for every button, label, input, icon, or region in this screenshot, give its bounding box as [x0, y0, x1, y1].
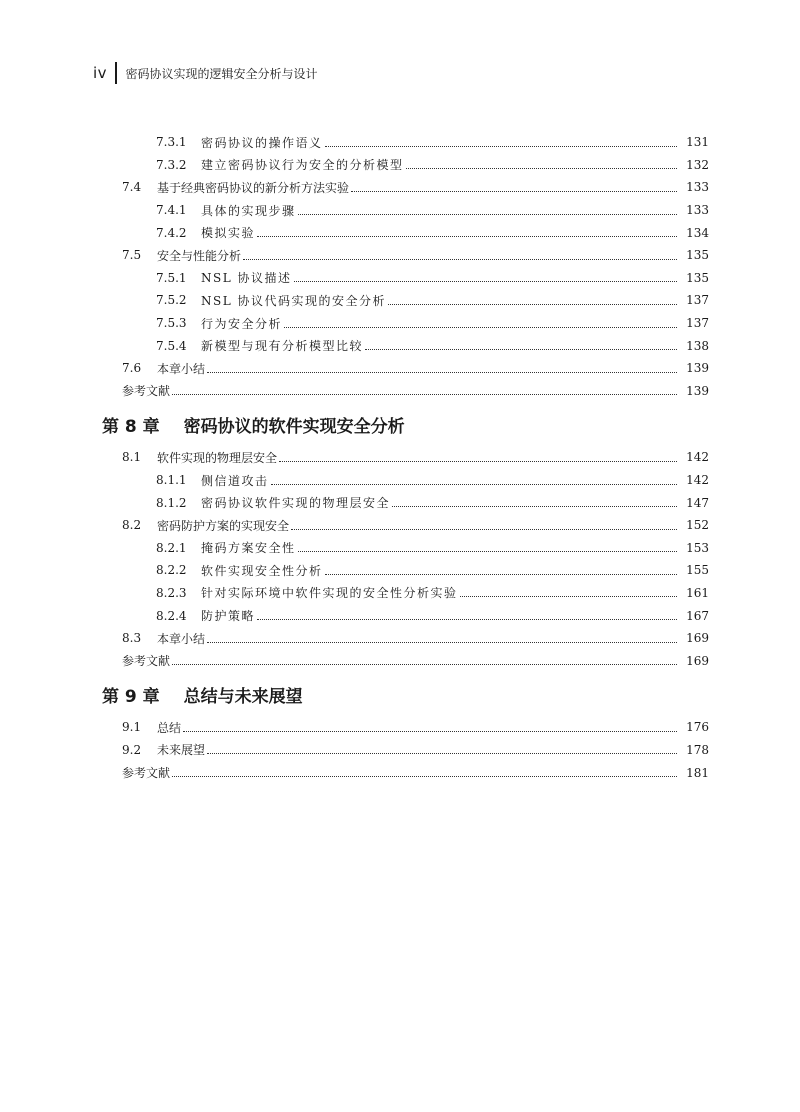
section-number: 7.5.4 — [156, 338, 187, 353]
dot-leader — [392, 506, 677, 507]
section-number: 7.4.2 — [156, 225, 187, 240]
chapter-heading — [0, 672, 800, 716]
section-title: 本章小结 — [157, 361, 206, 376]
page-reference: 135 — [686, 248, 709, 263]
page-reference: 137 — [686, 293, 709, 308]
section-title: 安全与性能分析 — [157, 248, 242, 263]
dot-leader — [460, 596, 677, 597]
toc-references-entry[interactable] — [0, 761, 800, 784]
dot-leader — [284, 327, 677, 328]
section-number: 8.2.3 — [156, 585, 187, 600]
section-number: 7.5.3 — [156, 316, 187, 331]
page-reference: 169 — [686, 653, 709, 668]
toc-entry[interactable] — [0, 176, 800, 199]
dot-leader — [257, 236, 677, 237]
section-number: 7.4.1 — [156, 203, 187, 218]
page-reference: 142 — [686, 473, 709, 488]
page-reference: 133 — [686, 203, 709, 218]
page-reference: 176 — [686, 720, 709, 735]
dot-leader — [207, 642, 677, 643]
toc-entry[interactable] — [0, 582, 800, 605]
section-title: 密码防护方案的实现安全 — [157, 518, 290, 533]
page-reference: 178 — [686, 742, 709, 757]
section-number: 9.1 — [122, 720, 142, 735]
dot-leader — [172, 664, 677, 665]
toc-entry[interactable] — [0, 469, 800, 492]
toc-references-entry[interactable] — [0, 649, 800, 672]
section-title: 防护策略 — [201, 609, 256, 624]
section-number: 8.2.1 — [156, 540, 187, 555]
page-reference: 138 — [686, 338, 709, 353]
page-reference: 133 — [686, 180, 709, 195]
toc-entry[interactable] — [0, 312, 800, 335]
toc-entry[interactable] — [0, 131, 800, 154]
page-reference: 131 — [686, 135, 709, 150]
section-number: 8.2.4 — [156, 608, 187, 623]
section-title: 侧信道攻击 — [201, 473, 269, 488]
section-title: 具体的实现步骤 — [201, 203, 296, 218]
section-title: 未来展望 — [157, 743, 206, 758]
toc-entry[interactable] — [0, 334, 800, 357]
toc-entry[interactable] — [0, 199, 800, 222]
page-reference: 153 — [686, 540, 709, 555]
toc-entry[interactable] — [0, 537, 800, 560]
section-number: 8.2 — [122, 518, 142, 533]
toc-entry[interactable] — [0, 716, 800, 739]
chapter-label: 第 8 章 — [102, 416, 160, 437]
section-title: NSL 协议代码实现的安全分析 — [201, 293, 387, 308]
dot-leader — [207, 753, 677, 754]
section-title: 参考文献 — [122, 766, 171, 781]
running-header — [93, 62, 318, 84]
dot-leader — [325, 146, 677, 147]
page-reference: 155 — [686, 563, 709, 578]
section-number: 7.4 — [122, 180, 142, 195]
section-number: 8.2.2 — [156, 563, 187, 578]
dot-leader — [279, 461, 677, 462]
page-reference: 169 — [686, 631, 709, 646]
section-title: 软件实现的物理层安全 — [157, 450, 278, 465]
page-reference: 135 — [686, 270, 709, 285]
page-reference: 139 — [686, 383, 709, 398]
toc-entry[interactable] — [0, 357, 800, 380]
section-number: 8.1.2 — [156, 495, 187, 510]
section-title: 针对实际环境中软件实现的安全性分析实验 — [201, 586, 458, 601]
toc-entry[interactable] — [0, 267, 800, 290]
section-number: 7.3.1 — [156, 135, 187, 150]
section-title: 新模型与现有分析模型比较 — [201, 339, 364, 354]
section-number: 7.5.2 — [156, 293, 187, 308]
toc-entry[interactable] — [0, 514, 800, 537]
table-of-contents — [0, 131, 800, 784]
toc-entry[interactable] — [0, 739, 800, 762]
section-number: 8.1 — [122, 450, 142, 465]
section-title: 密码协议的操作语义 — [201, 135, 323, 150]
dot-leader — [294, 281, 677, 282]
running-title: 密码协议实现的逻辑安全分析与设计 — [125, 66, 318, 81]
toc-entry[interactable] — [0, 627, 800, 650]
chapter-label: 第 9 章 — [102, 686, 160, 707]
section-number: 7.3.2 — [156, 157, 187, 172]
toc-entry[interactable] — [0, 221, 800, 244]
dot-leader — [406, 168, 677, 169]
section-title: 掩码方案安全性 — [201, 541, 296, 556]
dot-leader — [365, 349, 677, 350]
dot-leader — [183, 731, 677, 732]
page-reference: 147 — [686, 495, 709, 510]
dot-leader — [271, 484, 677, 485]
page-reference: 137 — [686, 316, 709, 331]
section-number: 8.3 — [122, 631, 142, 646]
toc-entry[interactable] — [0, 244, 800, 267]
toc-references-entry[interactable] — [0, 380, 800, 403]
section-title: 软件实现安全性分析 — [201, 563, 323, 578]
dot-leader — [351, 191, 677, 192]
section-number: 7.6 — [122, 361, 142, 376]
section-title: 密码协议软件实现的物理层安全 — [201, 496, 391, 511]
section-title: NSL 协议描述 — [201, 271, 292, 286]
toc-entry[interactable] — [0, 289, 800, 312]
toc-entry[interactable] — [0, 491, 800, 514]
page-reference: 181 — [686, 765, 709, 780]
section-title: 基于经典密码协议的新分析方法实验 — [157, 180, 350, 195]
dot-leader — [298, 551, 677, 552]
dot-leader — [298, 214, 677, 215]
page-reference: 167 — [686, 608, 709, 623]
section-title: 总结 — [157, 720, 182, 735]
page-reference: 139 — [686, 361, 709, 376]
chapter-title: 总结与未来展望 — [183, 686, 303, 707]
dot-leader — [172, 394, 677, 395]
section-number: 7.5.1 — [156, 270, 187, 285]
page-reference: 134 — [686, 225, 709, 240]
dot-leader — [172, 776, 677, 777]
section-title: 建立密码协议行为安全的分析模型 — [201, 158, 404, 173]
toc-entry[interactable] — [0, 604, 800, 627]
dot-leader — [257, 619, 677, 620]
section-title: 本章小结 — [157, 631, 206, 646]
dot-leader — [325, 574, 677, 575]
section-title: 模拟实验 — [201, 226, 256, 241]
page-reference: 132 — [686, 157, 709, 172]
section-number: 9.2 — [122, 742, 142, 757]
section-title: 参考文献 — [122, 384, 171, 399]
page-reference: 142 — [686, 450, 709, 465]
toc-entry[interactable] — [0, 154, 800, 177]
toc-entry[interactable] — [0, 559, 800, 582]
page-reference: 161 — [686, 585, 709, 600]
section-number: 7.5 — [122, 248, 142, 263]
toc-entry[interactable] — [0, 446, 800, 469]
dot-leader — [291, 529, 677, 530]
chapter-heading — [0, 402, 800, 446]
section-number: 8.1.1 — [156, 473, 187, 488]
dot-leader — [388, 304, 677, 305]
dot-leader — [207, 372, 677, 373]
chapter-title: 密码协议的软件实现安全分析 — [183, 416, 405, 437]
page-reference: 152 — [686, 518, 709, 533]
section-title: 行为安全分析 — [201, 316, 283, 331]
page-number: iv — [93, 64, 108, 82]
header-divider — [115, 62, 117, 84]
dot-leader — [243, 259, 677, 260]
section-title: 参考文献 — [122, 654, 171, 669]
